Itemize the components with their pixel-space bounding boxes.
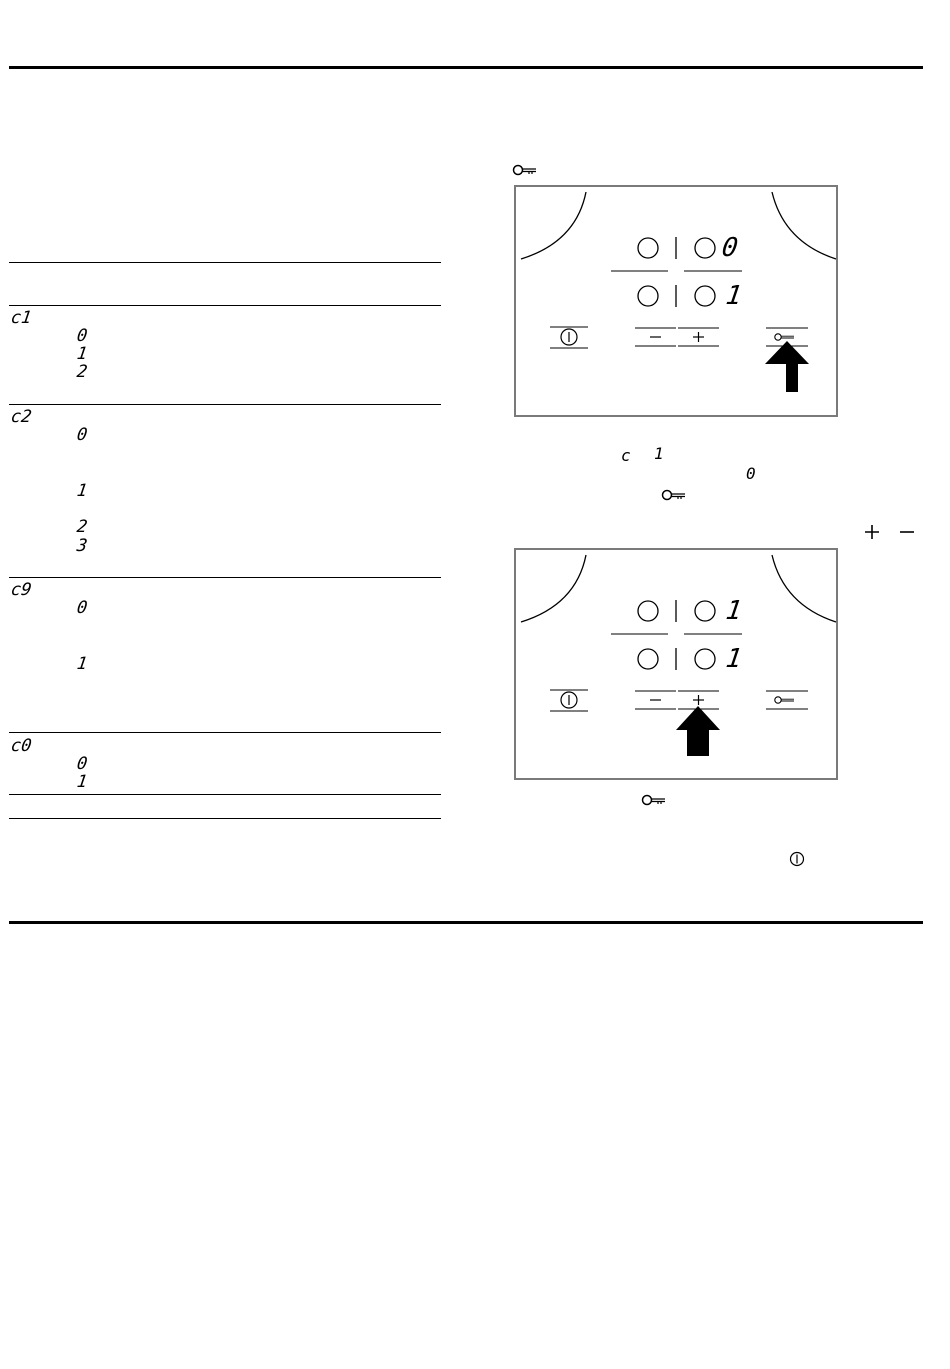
setting-value: 0 (75, 326, 89, 346)
table-rule (9, 404, 441, 405)
table-rule (9, 262, 441, 263)
table-rule (9, 305, 441, 306)
cooktop-panel-1 (514, 185, 838, 417)
setting-value: 0 (75, 425, 89, 445)
table-rule (9, 818, 441, 819)
code-digit: 1 (654, 444, 664, 463)
setting-code: c1 (9, 308, 33, 328)
setting-value: 2 (75, 362, 89, 382)
setting-value: 1 (75, 654, 89, 674)
zone-display-bottom: 1 (723, 644, 744, 674)
value-digit: 0 (746, 464, 756, 483)
zone-display-top: 1 (723, 596, 744, 626)
setting-value: 1 (75, 344, 89, 364)
arrow-up-icon (765, 341, 809, 392)
code-letter: c (621, 446, 631, 465)
setting-code: c0 (9, 736, 33, 756)
setting-value: 0 (75, 754, 89, 774)
table-rule (9, 732, 441, 733)
minus-icon (899, 524, 915, 540)
zone-display-bottom: 1 (723, 281, 744, 311)
setting-value: 3 (75, 536, 89, 556)
table-rule (9, 794, 441, 795)
setting-value: 1 (75, 772, 89, 792)
setting-value: 2 (75, 517, 89, 537)
cooktop-panel-2 (514, 548, 838, 780)
table-rule (9, 577, 441, 578)
zone-display-top: 0 (719, 233, 740, 263)
power-icon (789, 851, 805, 867)
setting-code: c9 (9, 580, 33, 600)
plus-icon (864, 524, 880, 540)
setting-value: 0 (75, 598, 89, 618)
setting-code: c2 (9, 407, 33, 427)
arrow-up-icon (676, 706, 720, 756)
key-icon (641, 793, 667, 807)
bottom-rule (9, 921, 923, 924)
setting-value: 1 (75, 481, 89, 501)
key-icon (512, 163, 538, 177)
top-rule (9, 66, 923, 69)
key-icon (661, 488, 687, 502)
